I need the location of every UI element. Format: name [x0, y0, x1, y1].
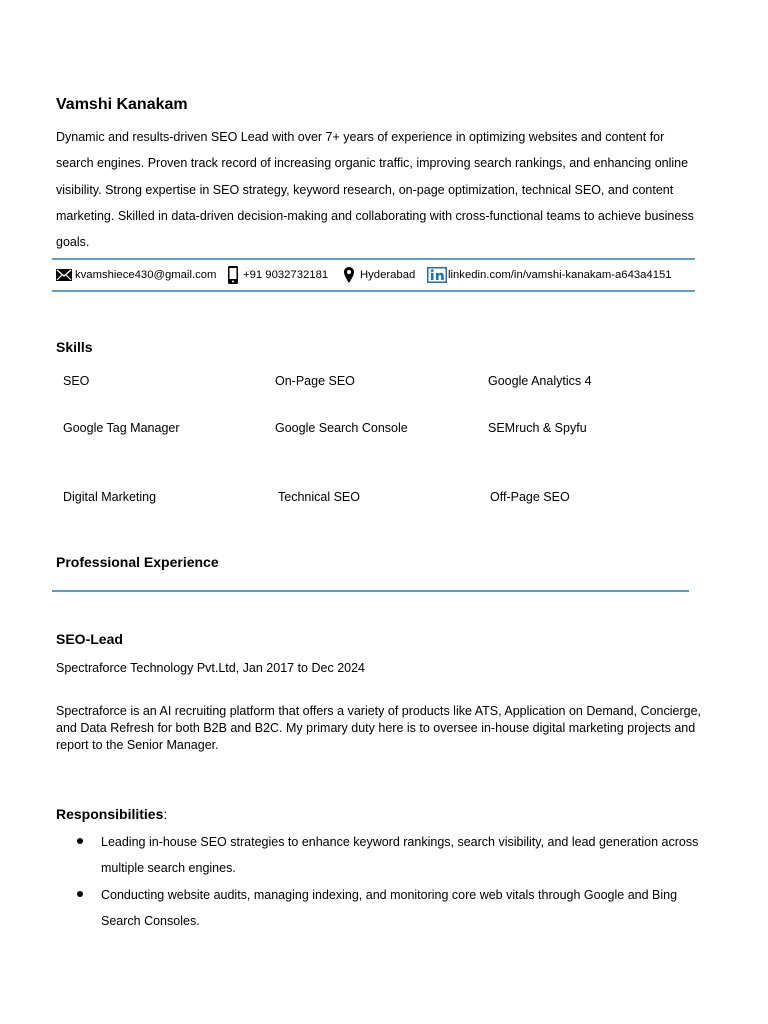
job-title: SEO-Lead: [56, 631, 123, 647]
skill-item: Google Analytics 4: [488, 374, 592, 388]
experience-heading: Professional Experience: [56, 554, 219, 570]
profile-summary: Dynamic and results-driven SEO Lead with over 7+ years of experience in optimizing websites and content for search engines. Proven track record of increasing organic traffic, improving search rankings, and enhancing online visibility. Strong expertise in SEO strategy, keyword research, on-page optimization, technical SEO, and content marketing. Skilled in data-driven decision-making and collaborating with cross-functional teams to achieve business goals.: [56, 130, 694, 250]
location-icon: [344, 267, 354, 283]
job-description: Spectraforce is an AI recruiting platform that offers a variety of products like ATS, Application on Demand, Concierge, and Data Refresh for both B2B and B2C. My primary duty here is to oversee in-house digital marketing projects and report to the Senior Manager.: [56, 704, 702, 752]
location-text: Hyderabad: [360, 269, 416, 281]
contact-email[interactable]: [56, 264, 216, 286]
responsibility-item: Conducting website audits, managing indexing, and monitoring core web vitals through Google and Bing Search Consoles.: [101, 888, 678, 929]
skill-item: SEO: [63, 374, 90, 388]
bullet-icon: [77, 891, 83, 897]
candidate-name: Vamshi Kanakam: [56, 96, 188, 113]
phone-text: +91 9032732181: [243, 269, 329, 281]
contact-top-divider: [52, 258, 695, 260]
responsibilities-heading: [56, 805, 167, 823]
skill-item: Technical SEO: [278, 490, 360, 504]
skill-item: Off-Page SEO: [490, 490, 570, 504]
experience-divider: [52, 590, 689, 592]
linkedin-icon: [427, 267, 447, 283]
phone-icon: [228, 266, 238, 284]
skill-item: On-Page SEO: [275, 374, 355, 388]
contact-bottom-divider: [52, 290, 695, 292]
responsibility-item: Leading in-house SEO strategies to enhance keyword rankings, search visibility, and lead generation across multiple search engines.: [101, 835, 699, 876]
skill-item: Google Tag Manager: [63, 421, 180, 435]
company-and-dates: Spectraforce Technology Pvt.Ltd, Jan 2017 to Dec 2024: [56, 661, 365, 675]
email-text: kvamshiece430@gmail.com: [75, 269, 217, 281]
linkedin-text: linkedin.com/in/vamshi-kanakam-a643a4151: [448, 269, 672, 281]
skill-item: Digital Marketing: [63, 490, 157, 504]
contact-location: [344, 264, 415, 286]
skill-item: Google Search Console: [275, 421, 408, 435]
skills-heading: Skills: [56, 339, 93, 355]
contact-linkedin[interactable]: [427, 264, 672, 286]
responsibilities-colon: :: [163, 806, 168, 822]
bullet-icon: [77, 838, 83, 844]
mail-icon: [56, 269, 72, 281]
skill-item: SEMruch & Spyfu: [488, 421, 587, 435]
responsibilities-label: Responsibilities: [56, 806, 164, 822]
contact-phone[interactable]: [228, 264, 328, 286]
